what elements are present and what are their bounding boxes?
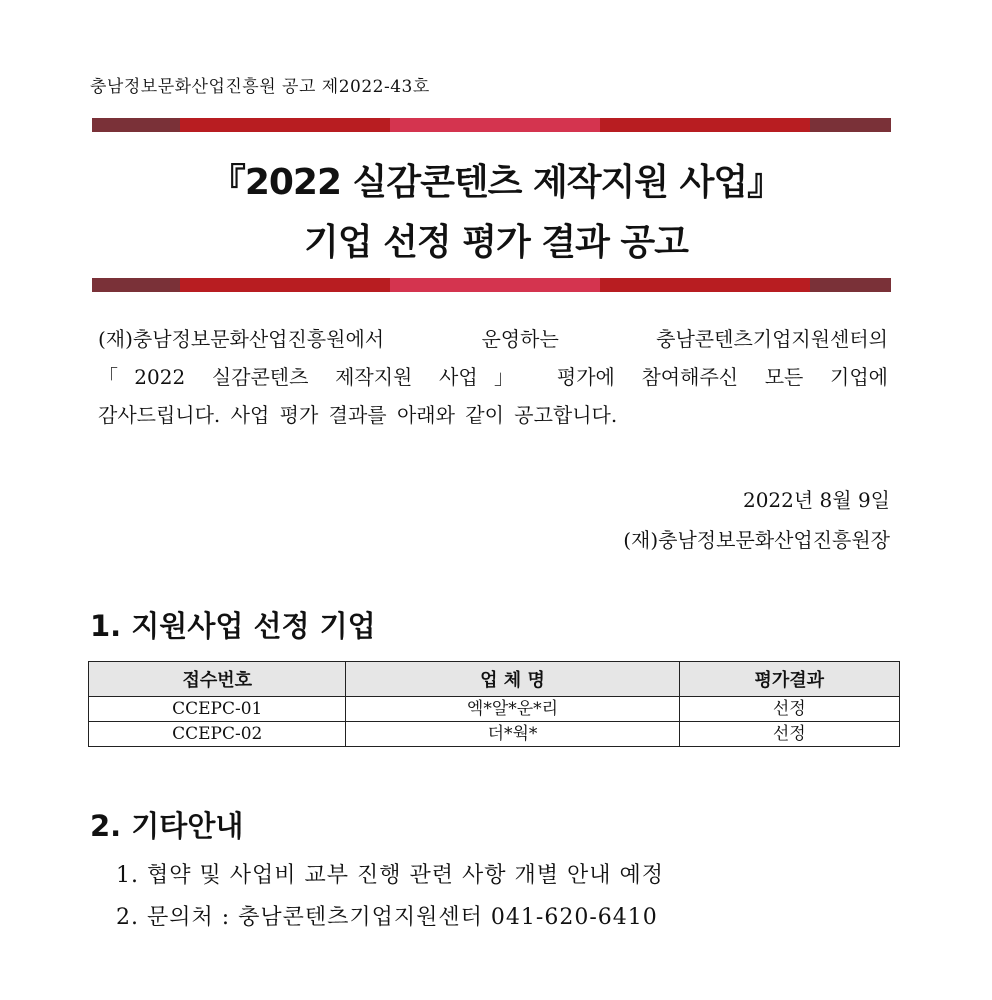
band-segment [600,278,810,292]
band-segment [810,118,891,132]
decorative-band-top [92,118,891,132]
cell-company-name: 엑*알*운*리 [346,697,679,722]
announcement-date: 2022년 8월 9일 [742,488,890,512]
intro-line-1: (재)충남정보문화산업진흥원에서 운영하는 충남콘텐츠기업지원센터의 [98,327,888,351]
column-header-receipt-number: 접수번호 [89,662,346,697]
notice-number: 충남정보문화산업진흥원 공고 제2022-43호 [90,77,430,97]
band-segment [180,278,390,292]
decorative-band-bottom [92,278,891,292]
document-title-line-1: 『2022 실감콘텐츠 제작지원 사업』 [209,162,783,203]
column-header-company-name: 업 체 명 [346,662,679,697]
cell-receipt-number: CCEPC-02 [89,722,346,747]
list-item: 1. 협약 및 사업비 교부 진행 관련 사항 개별 안내 예정 [116,863,664,888]
band-segment [390,118,600,132]
intro-paragraph [98,320,888,434]
cell-evaluation-result: 선정 [679,722,899,747]
band-segment [810,278,891,292]
intro-line-3: 감사드립니다. 사업 평가 결과를 아래와 같이 공고합니다. [98,403,618,427]
intro-line-2: 「2022 실감콘텐츠 제작지원 사업」 평가에 참여해주신 모든 기업에 [98,365,888,389]
band-segment [600,118,810,132]
table-row [89,722,900,747]
section-2-heading: 2. 기타안내 [90,809,244,843]
band-segment [92,278,180,292]
band-segment [180,118,390,132]
cell-receipt-number: CCEPC-01 [89,697,346,722]
cell-company-name: 더*웍* [346,722,679,747]
band-segment [92,118,180,132]
document-title-line-2: 기업 선정 평가 결과 공고 [304,222,688,263]
section-1-heading: 1. 지원사업 선정 기업 [90,609,376,643]
list-item: 2. 문의처 : 충남콘텐츠기업지원센터 041-620-6410 [116,905,658,930]
cell-evaluation-result: 선정 [679,697,899,722]
selection-result-table [88,661,900,747]
issuer-name: (재)충남정보문화산업진흥원장 [623,528,890,552]
other-info-list [116,858,664,942]
column-header-evaluation-result: 평가결과 [679,662,899,697]
table-header-row [89,662,900,697]
table-row [89,697,900,722]
band-segment [390,278,600,292]
